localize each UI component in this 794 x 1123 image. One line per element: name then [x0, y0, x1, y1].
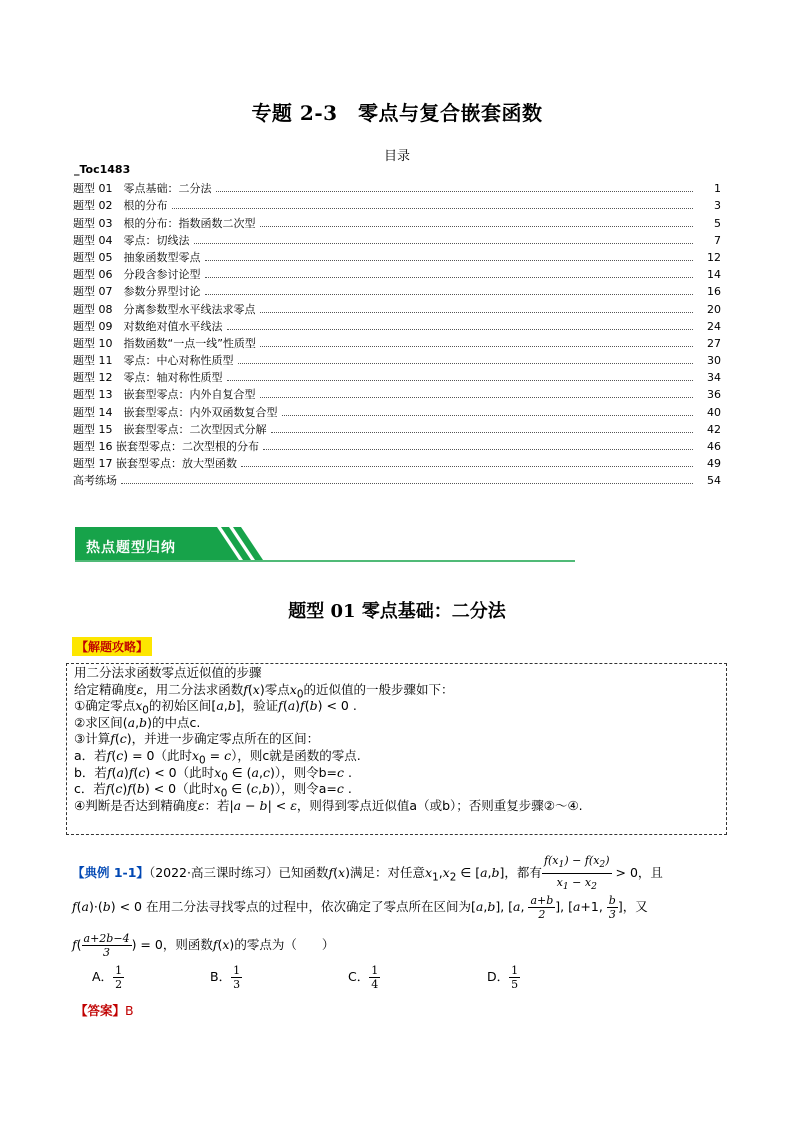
toc-heading: 目录 — [383, 149, 410, 164]
answer-value: B — [125, 1003, 134, 1018]
method-box — [66, 663, 727, 835]
option-c[interactable]: C． $\frac{1}{4}$ — [348, 964, 379, 991]
section-title: 题型 01 零点基础：二分法 — [288, 601, 506, 622]
toc-entry[interactable]: 高考练场 54 — [73, 474, 721, 488]
toc-entry[interactable]: 题型 04 零点：切线法 7 — [73, 233, 721, 247]
method-step-4: ④判断是否达到精确度ε：若|a − b| < ε，则得到零点近似值a（或b）；否则重复步骤②～④. — [74, 797, 583, 813]
toc-entry[interactable]: 题型 16 嵌套型零点：二次型根的分布 46 — [73, 440, 721, 453]
toc-entry[interactable]: 题型 17 嵌套型零点：放大型函数 49 — [73, 457, 721, 471]
example-line-2: f(a)·(b) < 0 在用二分法寻找零点的过程中，依次确定了零点所在区间为[a,b], [a, $\frac{a+b}{2}$ ], [a+1, $\frac{b}{3}$ ]，又 — [72, 894, 648, 921]
method-step-2: ②求区间(a,b)的中点c. — [74, 714, 201, 730]
example-label: 【典例 1-1】 — [72, 865, 149, 881]
toc-entry[interactable]: 题型 03 根的分布：指数函数二次型 5 — [73, 216, 721, 230]
toc-entry[interactable]: 题型 07 参数分界型讨论 16 — [73, 285, 721, 299]
toc-entry[interactable]: 题型 05 抽象函数型零点 12 — [73, 250, 721, 264]
answer — [75, 1001, 134, 1019]
toc-entry[interactable]: 题型 14 嵌套型零点：内外双函数复合型 40 — [73, 405, 721, 419]
toc-anchor: _Toc1483 — [74, 163, 131, 176]
toc-entry[interactable]: 题型 10 指数函数“一点一线”性质型 27 — [73, 336, 721, 350]
method-step-3: ③计算f(c)，并进一步确定零点所在的区间： — [74, 731, 320, 747]
method-title: 用二分法求函数零点近似值的步骤 — [74, 665, 262, 680]
toc-entry[interactable]: 题型 01 零点基础：二分法 1 — [73, 182, 721, 196]
toc-entry[interactable]: 题型 06 分段含参讨论型 14 — [73, 268, 721, 282]
method-case-b: b．若f(a)f(c) < 0（此时$x_0$ ∈ (a,c)），则令b=c . — [74, 764, 353, 784]
toc-entry[interactable]: 题型 13 嵌套型零点：内外自复合型 36 — [73, 388, 721, 402]
example-1-1: 【典例 1-1】（2022·高三课时练习）已知函数f(x)满足：对任意$x_1,x_2$ ∈ [a,b]，都有 $\frac{f(x_1) - f(x_2)}{x_1 - x_2}$ > 0，且 — [72, 854, 663, 893]
method-case-a: a．若f(c) = 0（此时$x_0 = c$），则c就是函数的零点. — [74, 747, 361, 767]
option-b[interactable]: B． $\frac{1}{3}$ — [210, 964, 241, 991]
toc-entry[interactable]: 题型 08 分离参数型水平线法求零点 20 — [73, 302, 721, 316]
strategy-tag: 【解题攻略】 — [72, 637, 152, 656]
toc-entry[interactable]: 题型 11 零点：中心对称性质型 30 — [73, 354, 721, 368]
table-of-contents — [73, 178, 721, 487]
toc-entry[interactable]: 题型 15 嵌套型零点：二次型因式分解 42 — [73, 422, 721, 436]
toc-entry[interactable]: 题型 02 根的分布 3 — [73, 199, 721, 213]
option-d[interactable]: D． $\frac{1}{5}$ — [487, 964, 519, 991]
answer-label: 【答案】 — [75, 1003, 126, 1018]
method-case-c: c．若f(c)f(b) < 0（此时$x_0$ ∈ (c,b)），则令a=c . — [74, 781, 352, 800]
example-line-3: f( $\frac{a+2b-4}{3}$ ) = 0，则函数f(x)的零点为（ ） — [72, 932, 335, 959]
toc-entry[interactable]: 题型 09 对数绝对值水平线法 24 — [73, 319, 721, 333]
toc-entry[interactable]: 题型 12 零点：轴对称性质型 34 — [73, 371, 721, 385]
document-title: 专题 2-3 零点与复合嵌套函数 — [251, 101, 543, 125]
method-step-1: ①确定零点$x_0$的初始区间[a,b]，验证f(a)f(b) < 0 . — [74, 698, 357, 717]
option-a[interactable]: A． $\frac{1}{2}$ — [92, 964, 123, 991]
method-intro: 给定精确度ε，用二分法求函数f(x)零点$x_0$的近似值的一般步骤如下： — [74, 681, 454, 701]
banner-title: 热点题型归纳 — [86, 540, 176, 556]
